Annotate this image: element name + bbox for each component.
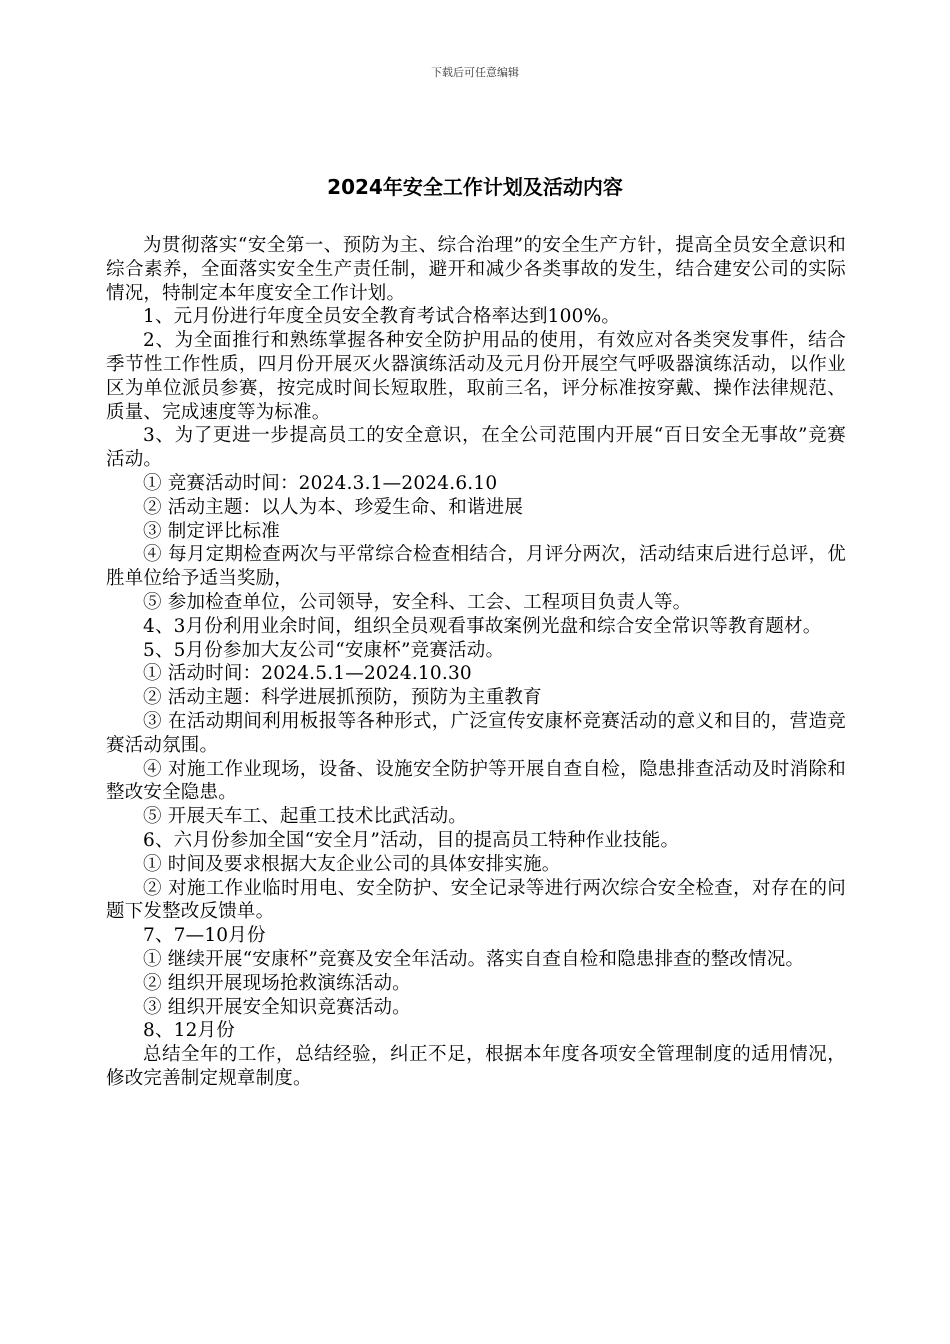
item-5-sub-2: ② 活动主题：科学进展抓预防，预防为主重教育 — [143, 687, 542, 709]
item-7-sub-2: ② 组织开展现场抢救演练活动。 — [143, 972, 411, 994]
item-2: 2、为全面推行和熟练掌握各种安全防护用品的使用，有效应对各类突发事件，结合季节性工作性质，四月份开展灭火器演练活动及元月份开展空气呼吸器演练活动，以作业区为单位派员参赛，按完成时间长短取胜，取前三名，评分标准按穿戴、操作法律规范、质量、完成速度等为标准。 — [106, 330, 846, 423]
item-7-sub-3: ③ 组织开展安全知识竞赛活动。 — [143, 996, 411, 1018]
item-1: 1、元月份进行年度全员安全教育考试合格率达到100%。 — [143, 306, 621, 328]
intro-paragraph: 为贯彻落实“安全第一、预防为主、综合治理”的安全生产方针，提高全员安全意识和综合素养，全面落实安全生产责任制，避开和减少各类事故的发生，结合建安公司的实际情况，特制定本年度安全工作计划。 — [106, 235, 846, 304]
document-title: 2024年安全工作计划及活动内容 — [327, 175, 623, 199]
item-3-sub-5: ⑤ 参加检查单位，公司领导，安全科、工会、工程项目负责人等。 — [143, 591, 692, 613]
item-6-sub-1: ① 时间及要求根据大友企业公司的具体安排实施。 — [143, 853, 561, 875]
item-6: 6、六月份参加全国“安全月”活动，目的提高员工特种作业技能。 — [143, 829, 680, 851]
item-3-sub-2: ② 活动主题：以人为本、珍爱生命、和谐进展 — [143, 496, 524, 518]
item-8-detail: 总结全年的工作，总结经验，纠正不足，根据本年度各项安全管理制度的适用情况，修改完善制定规章制度。 — [106, 1044, 846, 1089]
item-5-sub-5: ⑤ 开展天车工、起重工技术比武活动。 — [143, 806, 467, 828]
item-3-sub-1: ① 竞赛活动时间：2024.3.1—2024.6.10 — [143, 472, 498, 494]
item-8: 8、12月份 — [143, 1020, 236, 1042]
item-4: 4、3月份利用业余时间，组织全员观看事故案例光盘和综合安全常识等教育题材。 — [143, 615, 822, 637]
item-7-sub-1: ① 继续开展“安康杯”竞赛及安全年活动。落实自查自检和隐患排查的整改情况。 — [143, 948, 805, 970]
item-3: 3、为了更进一步提高员工的安全意识，在全公司范围内开展“百日安全无事故”竞赛活动。 — [106, 425, 846, 471]
item-5-sub-3: ③ 在活动期间利用板报等各种形式，广泛宣传安康杯竞赛活动的意义和目的，营造竞赛活动氛围。 — [106, 710, 846, 756]
item-3-sub-3: ③ 制定评比标准 — [143, 520, 280, 542]
document-body — [106, 234, 846, 1091]
item-7: 7、7—10月份 — [143, 925, 266, 947]
item-3-sub-4: ④ 每月定期检查两次与平常综合检查相结合，月评分两次，活动结束后进行总评，优胜单位给予适当奖励， — [106, 544, 846, 590]
header-note: 下载后可任意编辑 — [431, 66, 519, 79]
item-5-sub-1: ① 活动时间：2024.5.1—2024.10.30 — [143, 663, 472, 685]
item-6-sub-2: ② 对施工作业临时用电、安全防护、安全记录等进行两次综合安全检查，对存在的问题下发整改反馈单。 — [106, 877, 846, 923]
item-5: 5、5月份参加大友公司“安康杯”竞赛活动。 — [143, 639, 505, 661]
item-5-sub-4: ④ 对施工作业现场，设备、设施安全防护等开展自查自检，隐患排查活动及时消除和整改安全隐患。 — [106, 758, 846, 804]
